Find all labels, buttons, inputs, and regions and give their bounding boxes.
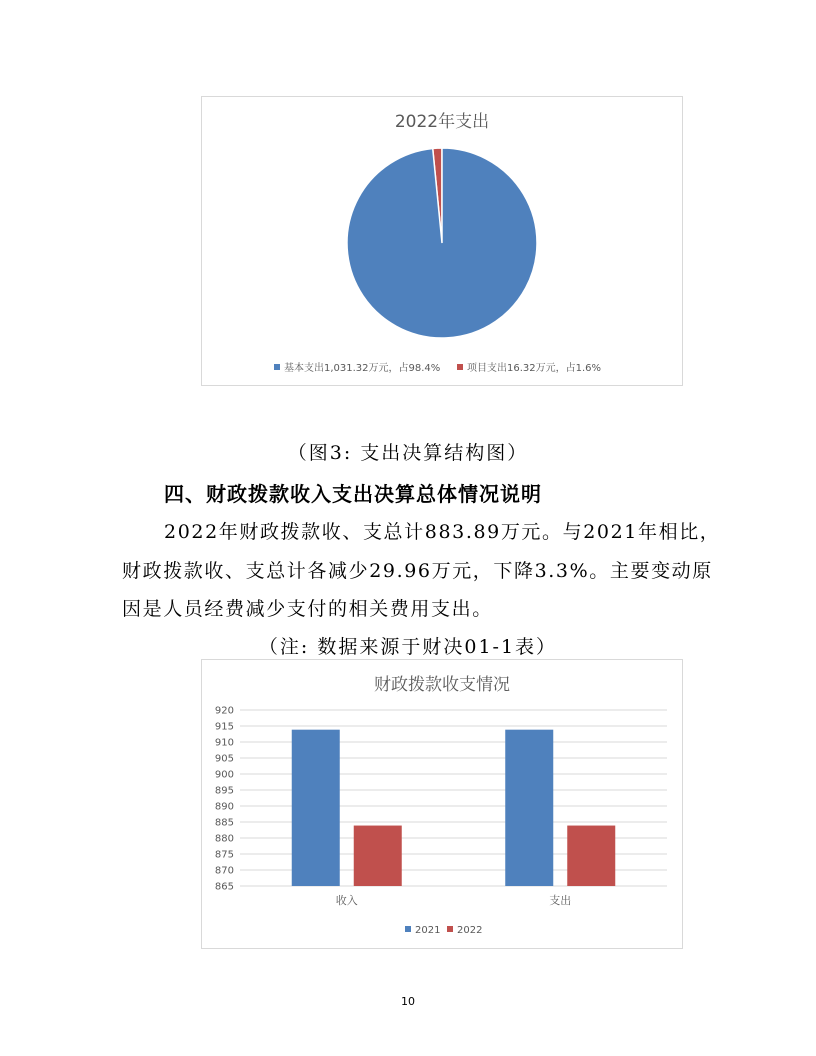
bar-2022-1 [567, 826, 615, 886]
y-tick-label: 905 [214, 753, 234, 765]
y-tick-label: 920 [214, 705, 234, 717]
pie-slices [347, 148, 537, 338]
y-tick-label: 875 [214, 849, 234, 861]
legend-swatch-basic [274, 364, 280, 370]
legend-swatch-2022 [447, 926, 453, 932]
y-tick-label: 895 [214, 785, 234, 797]
pie-chart-container [201, 96, 683, 386]
y-tick-label: 870 [214, 865, 234, 877]
bar-bars [292, 730, 616, 886]
bar-chart-title: 财政拨款收支情况 [374, 675, 510, 695]
x-category-label: 支出 [549, 894, 572, 907]
bar-chart [202, 660, 682, 948]
pie-chart-title: 2022年支出 [394, 112, 490, 132]
x-category-label: 收入 [335, 894, 358, 907]
bar-2021-0 [292, 730, 340, 886]
legend-label-2022: 2022 [457, 925, 483, 936]
legend-swatch-2021 [405, 926, 411, 932]
section-heading: 四、财政拨款收入支出决算总体情况说明 [164, 482, 542, 506]
pie-chart [202, 97, 682, 385]
bar-chart-container [201, 659, 683, 949]
legend-label-2021: 2021 [415, 925, 441, 936]
page-number: 10 [401, 995, 415, 1008]
bar-y-axis [215, 706, 234, 893]
legend-label-basic: 基本支出1,031.32万元，占98.4% [284, 363, 441, 374]
legend-swatch-project [457, 364, 463, 370]
pie-slice-basic [347, 148, 537, 338]
y-tick-label: 890 [214, 801, 234, 813]
y-tick-label: 910 [214, 737, 234, 749]
paragraph-line-1: 2022年财政拨款收、支总计883.89万元。与2021年相比， [164, 521, 721, 543]
y-tick-label: 915 [214, 721, 234, 733]
bar-legend [405, 925, 482, 936]
bar-2021-1 [505, 730, 553, 886]
legend-label-project: 项目支出16.32万元，占1.6% [467, 363, 602, 374]
y-tick-label: 865 [214, 881, 234, 893]
pie-legend [274, 361, 601, 374]
paragraph-line-2: 财政拨款收、支总计各减少29.96万元，下降3.3%。主要变动原 [122, 560, 713, 582]
data-source-note: （注: 数据来源于财决01-1表） [258, 636, 558, 658]
paragraph-line-3: 因是人员经费减少支付的相关费用支出。 [122, 598, 493, 620]
bar-2022-0 [354, 826, 402, 886]
y-tick-label: 900 [214, 769, 234, 781]
bar-x-axis [336, 893, 572, 907]
figure-caption: （图3: 支出决算结构图） [287, 442, 529, 464]
y-tick-label: 885 [214, 817, 234, 829]
y-tick-label: 880 [214, 833, 234, 845]
